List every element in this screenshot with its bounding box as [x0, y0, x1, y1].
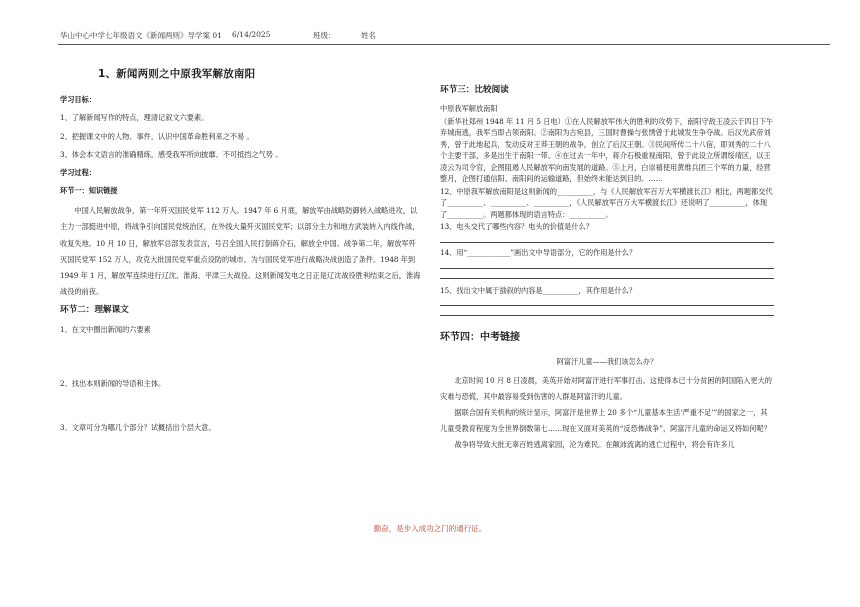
school-course-title: 华山中心中学七年级语文《新闻两则》导学案 01: [60, 31, 222, 40]
question-1: 1、在文中圈出新闻的六要素: [60, 324, 151, 334]
goal-item-1: 1、了解新闻写作的特点，理清记叙文六要素。: [60, 113, 209, 123]
footer-motto: 勤奋，是步入成功之门的通行证。: [373, 524, 487, 533]
news-text: （新华社郑州 1948 年 11 月 5 日电）①在人民解放军伟大的胜利的攻势下，南阳守敌王凌云于四日下午弃城南逃，我军当即占领南阳。②南阳为古宛县，三国时曹操与张绣曾于此城发生争夺战。后汉光武帝刘秀，曾于此地起兵，发动反对王莽王朝的战争，创立了后汉王朝。③民间所传二十八宿，即刘秀的二十八个主要干部，多是出生于南阳一带。④在过去一年中，蒋介石极重视南阳，曾于此设立所谓绥靖区，以王凌云为司令官，企图阻遏人民解放军向南发展的道路。⑤上月，白崇禧使用黄维兵团三个军的力量，经营整月，企图打通信阳、南阳间的运输道路，但始终未能达到目的。……: [440, 116, 774, 184]
section4-heading: 环节四：中考链接: [440, 332, 520, 344]
question-3: 3、文章可分为哪几个部分？试概括出个层大意。: [60, 423, 216, 433]
answer-line-15a: [440, 305, 774, 306]
question-12: 12、中原我军解放南阳是这则新闻的__________，与《人民解放军百万大军横渡长江》相比，两题都交代了__________、__________、__________，《人民解放军百万大军横渡长江》还说明了__________，体现了__________。两题都体现的语言特点：__________。: [440, 186, 773, 219]
process-heading: 学习过程：: [60, 167, 96, 177]
background-paragraph: 中国人民解放战争，第一年歼灭国民党军 112 万人。1947 年 6 月底，解放军由战略防御转入战略进攻，以主力一部挺进中原，将战争引向国民党统治区，在外线大量歼灭国民党军；以部分主力和地方武装转入内线作战，收复失地。10 月 10 日，解放军总部发表宣言，号召全国人民打倒蒋介石，解放全中国。战争第二年，解放军歼灭国民党军 152 万人，攻克大批国民党军重点设防的城市。为与国民党军进行战略决战创造了条件。1948 年到 1949 年 1 月，解放军连续进行辽沈、淮海、平津三大战役。这则新闻发电之日正是辽沈战役胜利结束之后，淮海战役的前夜。: [60, 206, 421, 297]
lesson-title: 1、新闻两则之中原我军解放南阳: [98, 68, 256, 80]
left-column: [60, 66, 422, 440]
goal-item-3: 3、体会本文语言的准确精练，感受我军所向披靡、不可抵挡之气势 。: [60, 149, 283, 159]
answer-line-14b: [440, 278, 774, 279]
header-date: 6/14/2025: [232, 30, 271, 39]
question-14: 14、用“____________”画出文中导语部分，它的作用是什么？: [440, 247, 637, 257]
question-13: 13、电头交代了哪些内容？电头的价值是什么？: [440, 222, 593, 232]
section2-heading: 环节二：理解课文: [60, 305, 129, 316]
answer-space-1: [60, 342, 422, 378]
header-rule: [58, 44, 830, 45]
question-15: 15、找出文中属于插叙的内容是__________，其作用是什么？: [440, 285, 637, 295]
answer-space-2: [60, 396, 422, 422]
article-title: 阿富汗儿童——我们该怎么办？: [556, 356, 658, 366]
article-paragraph-3: 战争将导致大批无辜百姓逃离家园，沦为难民。在颠沛流离的逃亡过程中，将会有许多儿: [454, 440, 735, 450]
article-paragraph-2: 据联合国有关机构的统计显示，阿富汗是世界上 20 多个“儿童基本生活‘严重不足’”的国家之一，其儿童受教育程度为全世界倒数第七……现在又面对美英的“反恐怖战争”，阿富汗儿童的命运又将如何呢？: [440, 408, 771, 434]
section3-heading: 环节三：比较阅读: [440, 85, 509, 95]
name-label: 姓名: [361, 31, 376, 40]
answer-line-13: [440, 242, 774, 243]
news-title: 中原我军解放南阳: [440, 104, 498, 114]
goals-heading: 学习目标：: [60, 95, 96, 105]
class-label: 班级：: [313, 31, 336, 40]
right-column: [440, 84, 774, 454]
answer-line-15b: [440, 315, 774, 316]
answer-line-14a: [440, 268, 774, 269]
question-2: 2、找出本则新闻的导语和主体。: [60, 378, 166, 388]
goal-item-2: 2、把握课文中的人物、事件，认识中国革命胜利来之不易 。: [60, 131, 254, 141]
section1-heading: 环节一：知识链接: [60, 186, 118, 196]
page-header: [60, 30, 820, 44]
article-paragraph-1: 北京时间 10 月 8 日凌晨，美英开始对阿富汗进行军事打击。这使得本已十分贫困的阿国陷入更大的灾难与恐慌，其中最容易受到伤害的人群是阿富汗的儿童。: [440, 375, 772, 401]
